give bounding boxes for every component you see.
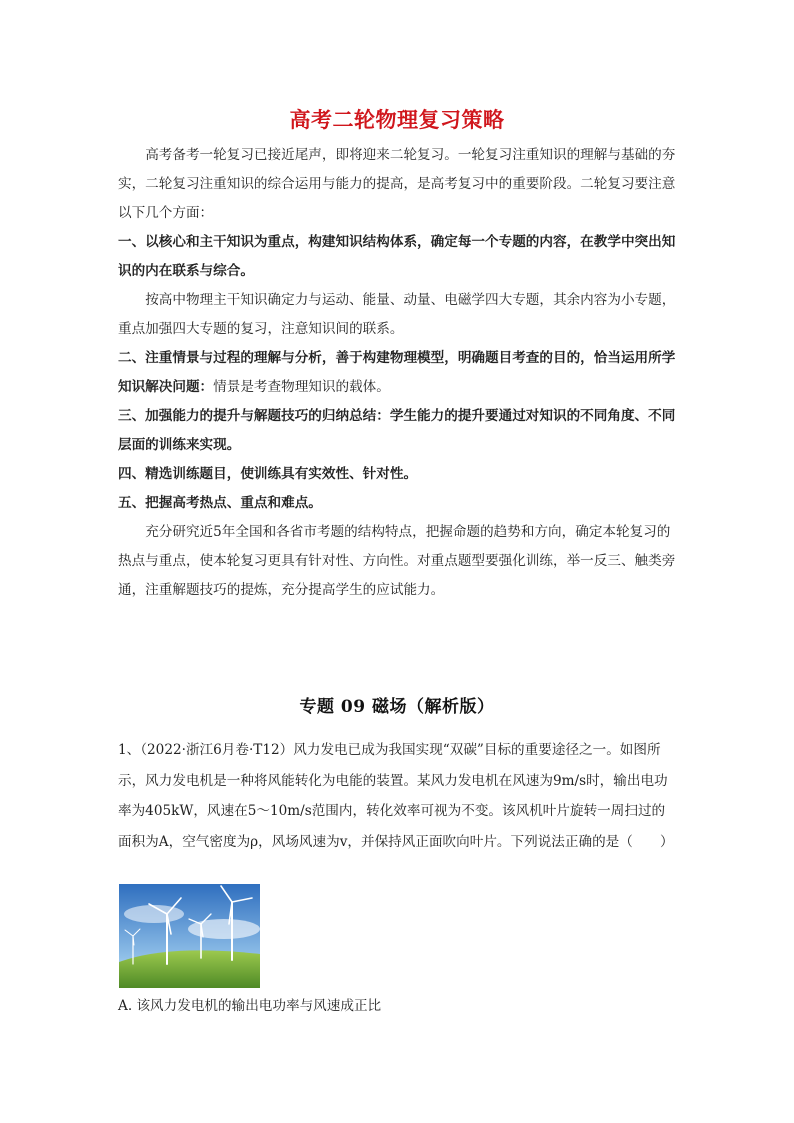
- question-text: 1、（2022·浙江6月卷·T12）风力发电已成为我国实现“双碳”目标的重要途径之一。如图所示，风力发电机是一种将风能转化为电能的装置。某风力发电机在风速为9m/s时，输出电功率为405kW，风速在5～10m/s范围内，转化效率可视为不变。该风机叶片旋转一周扫过的面积为A，空气密度为ρ，风场风速为v，并保持风正面吹向叶片。下列说法正确的是（ ）: [118, 742, 674, 850]
- question-1: [118, 735, 678, 857]
- wind-turbine-image: [119, 884, 260, 988]
- intro-paragraph: 高考备考一轮复习已接近尾声，即将迎来二轮复习。一轮复习注重知识的理解与基础的夯实，二轮复习注重知识的综合运用与能力的提高，是高考复习中的重要阶段。二轮复习要注意以下几个方面：: [118, 147, 676, 221]
- option-a: A. 该风力发电机的输出电功率与风速成正比: [118, 998, 382, 1014]
- point-2: [118, 344, 678, 402]
- point-2-rest: 情景是考查物理知识的载体。: [213, 379, 390, 395]
- point-4-heading: 四、精选训练题目，使训练具有实效性、针对性。: [118, 466, 418, 482]
- section-title: 专题 09 磁场（解析版）: [299, 697, 495, 717]
- page-title: 高考二轮物理复习策略: [289, 108, 505, 132]
- point-5-heading: 五、把握高考热点、重点和难点。: [118, 495, 322, 511]
- point-1-body: 按高中物理主干知识确定力与运动、能量、动量、电磁学四大专题，其余内容为小专题，重点加强四大专题的复习，注意知识间的联系。: [118, 292, 676, 337]
- point-5-body: 充分研究近5年全国和各省市考题的结构特点，把握命题的趋势和方向，确定本轮复习的热点与重点，使本轮复习更具有针对性、方向性。对重点题型要强化训练，举一反三、触类旁通，注重解题技巧的提炼，充分提高学生的应试能力。: [118, 524, 676, 598]
- point-3: [118, 402, 678, 460]
- point-2-heading: 二、注重情景与过程的理解与分析，善于构建物理模型，明确题目考查的目的，恰当运用所学知识解决问题：: [118, 350, 676, 395]
- point-1-heading: 一、以核心和主干知识为重点，构建知识结构体系，确定每一个专题的内容，在教学中突出知识的内在联系与综合。: [118, 234, 676, 279]
- strategy-body: [118, 141, 678, 605]
- point-3-heading: 三、加强能力的提升与解题技巧的归纳总结：: [118, 408, 390, 424]
- point-3-rest: 学生能力的提升要通过对知识的不同角度、不同层面的训练来实现。: [118, 408, 676, 453]
